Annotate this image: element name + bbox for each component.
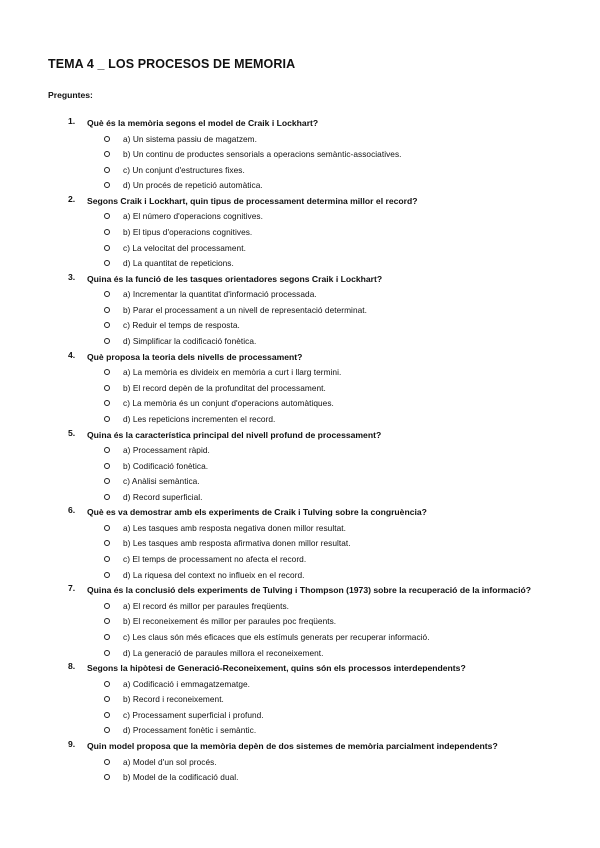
question-text: Segons la hipòtesi de Generació-Reconeixement, quins són els processos interdependents? bbox=[87, 663, 466, 674]
answer-option bbox=[0, 303, 600, 319]
circle-bullet-icon bbox=[104, 338, 110, 344]
option-text: d) Record superficial. bbox=[123, 491, 203, 502]
question-text: Quina és la funció de les tasques orientadores segons Craik i Lockhart? bbox=[87, 273, 383, 284]
question-list bbox=[0, 116, 600, 786]
option-text: b) Record i reconeixement. bbox=[123, 694, 224, 705]
option-text: a) Codificació i emmagatzematge. bbox=[123, 678, 251, 689]
option-text: c) Reduir el temps de resposta. bbox=[123, 320, 240, 331]
circle-bullet-icon bbox=[104, 167, 110, 173]
circle-bullet-icon bbox=[104, 307, 110, 313]
answer-option bbox=[0, 178, 600, 194]
circle-bullet-icon bbox=[104, 400, 110, 406]
question-item bbox=[0, 350, 600, 428]
option-text: a) Processament ràpid. bbox=[123, 445, 210, 455]
circle-bullet-icon bbox=[104, 681, 110, 687]
question-number: 7. bbox=[68, 583, 76, 594]
circle-bullet-icon bbox=[104, 151, 110, 157]
circle-bullet-icon bbox=[104, 385, 110, 391]
option-text: d) Les repeticions incrementen el record. bbox=[123, 413, 276, 424]
option-text: a) El número d'operacions cognitives. bbox=[123, 211, 263, 222]
option-text: b) El tipus d'operacions cognitives. bbox=[123, 226, 253, 237]
answer-option bbox=[0, 163, 600, 179]
option-text: c) Anàlisi semàntica. bbox=[123, 476, 200, 487]
question-item bbox=[0, 116, 600, 194]
question-item bbox=[0, 739, 600, 786]
circle-bullet-icon bbox=[104, 260, 110, 266]
question-number: 4. bbox=[68, 349, 76, 360]
answer-option bbox=[0, 256, 600, 272]
answer-option bbox=[0, 318, 600, 334]
option-text: d) La generació de paraules millora el reconeixement. bbox=[123, 647, 324, 658]
answer-option bbox=[0, 209, 600, 225]
question-item bbox=[0, 194, 600, 272]
option-text: c) Un conjunt d'estructures fixes. bbox=[123, 164, 245, 175]
option-text: d) La quantitat de repeticions. bbox=[123, 258, 234, 269]
answer-option bbox=[0, 412, 600, 428]
circle-bullet-icon bbox=[104, 696, 110, 702]
circle-bullet-icon bbox=[104, 478, 110, 484]
answer-option bbox=[0, 132, 600, 148]
answer-option bbox=[0, 614, 600, 630]
answer-option bbox=[0, 443, 600, 459]
option-text: b) Un continu de productes sensorials a operacions semàntic-associatives. bbox=[123, 149, 402, 160]
circle-bullet-icon bbox=[104, 774, 110, 780]
answer-option bbox=[0, 396, 600, 412]
circle-bullet-icon bbox=[104, 229, 110, 235]
answer-option bbox=[0, 536, 600, 552]
section-label: Preguntes: bbox=[48, 90, 93, 100]
option-text: a) Les tasques amb resposta negativa donen millor resultat. bbox=[123, 522, 346, 533]
circle-bullet-icon bbox=[104, 463, 110, 469]
option-text: b) El reconeixement és millor per paraules poc freqüents. bbox=[123, 616, 337, 627]
answer-option bbox=[0, 755, 600, 771]
answer-option bbox=[0, 225, 600, 241]
answer-option bbox=[0, 770, 600, 786]
option-text: a) Incrementar la quantitat d'informació processada. bbox=[123, 289, 317, 300]
option-text: a) El record és millor per paraules freqüents. bbox=[123, 600, 290, 611]
question-text: Què es va demostrar amb els experiments de Craik i Tulving sobre la congruència? bbox=[87, 507, 427, 518]
question-number: 1. bbox=[68, 116, 76, 126]
circle-bullet-icon bbox=[104, 525, 110, 531]
answer-option bbox=[0, 241, 600, 257]
option-text: a) Model d'un sol procés. bbox=[123, 756, 217, 767]
option-text: c) Processament superficial i profund. bbox=[123, 709, 264, 720]
circle-bullet-icon bbox=[104, 136, 110, 142]
answer-option bbox=[0, 599, 600, 615]
option-text: a) Un sistema passiu de magatzem. bbox=[123, 133, 257, 144]
question-text: Què és la memòria segons el model de Craik i Lockhart? bbox=[87, 118, 319, 128]
option-text: b) Codificació fonètica. bbox=[123, 460, 209, 471]
circle-bullet-icon bbox=[104, 712, 110, 718]
question-number: 9. bbox=[68, 739, 76, 749]
answer-option bbox=[0, 646, 600, 662]
answer-option bbox=[0, 708, 600, 724]
option-text: c) Les claus són més eficaces que els estímuls generats per recuperar informació. bbox=[123, 631, 430, 642]
option-text: b) Les tasques amb resposta afirmativa donen millor resultat. bbox=[123, 538, 351, 549]
circle-bullet-icon bbox=[104, 291, 110, 297]
option-text: b) Parar el processament a un nivell de representació determinat. bbox=[123, 304, 367, 315]
answer-option bbox=[0, 692, 600, 708]
answer-option bbox=[0, 630, 600, 646]
question-text: Quina és la conclusió dels experiments de Tulving i Thompson (1973) sobre la recuperació de la informació? bbox=[87, 585, 531, 596]
option-text: a) La memòria es divideix en memòria a curt i llarg termini. bbox=[123, 367, 342, 378]
answer-option bbox=[0, 287, 600, 303]
circle-bullet-icon bbox=[104, 182, 110, 188]
question-text: Segons Craik i Lockhart, quin tipus de processament determina millor el record? bbox=[87, 195, 418, 206]
answer-option bbox=[0, 552, 600, 568]
option-text: d) Un procés de repetició automàtica. bbox=[123, 180, 263, 191]
circle-bullet-icon bbox=[104, 369, 110, 375]
circle-bullet-icon bbox=[104, 245, 110, 251]
answer-option bbox=[0, 334, 600, 350]
question-item bbox=[0, 505, 600, 583]
answer-option bbox=[0, 365, 600, 381]
answer-option bbox=[0, 459, 600, 475]
answer-option bbox=[0, 381, 600, 397]
circle-bullet-icon bbox=[104, 618, 110, 624]
answer-option bbox=[0, 474, 600, 490]
answer-option bbox=[0, 521, 600, 537]
question-number: 6. bbox=[68, 505, 76, 516]
answer-option bbox=[0, 490, 600, 506]
option-text: b) El record depèn de la profunditat del processament. bbox=[123, 382, 326, 393]
question-number: 8. bbox=[68, 661, 76, 672]
circle-bullet-icon bbox=[104, 540, 110, 546]
question-text: Què proposa la teoria dels nivells de processament? bbox=[87, 351, 303, 362]
option-text: d) Simplificar la codificació fonètica. bbox=[123, 336, 257, 347]
question-item bbox=[0, 428, 600, 506]
circle-bullet-icon bbox=[104, 634, 110, 640]
question-item bbox=[0, 583, 600, 661]
circle-bullet-icon bbox=[104, 572, 110, 578]
question-text: Quina és la característica principal del nivell profund de processament? bbox=[87, 429, 382, 440]
answer-option bbox=[0, 147, 600, 163]
question-number: 2. bbox=[68, 193, 76, 204]
option-text: c) La velocitat del processament. bbox=[123, 242, 246, 253]
circle-bullet-icon bbox=[104, 603, 110, 609]
option-text: d) Processament fonètic i semàntic. bbox=[123, 725, 257, 736]
circle-bullet-icon bbox=[104, 759, 110, 765]
circle-bullet-icon bbox=[104, 322, 110, 328]
answer-option bbox=[0, 677, 600, 693]
circle-bullet-icon bbox=[104, 494, 110, 500]
circle-bullet-icon bbox=[104, 727, 110, 733]
question-number: 5. bbox=[68, 427, 76, 438]
question-item bbox=[0, 661, 600, 739]
option-text: c) La memòria és un conjunt d'operacions automàtiques. bbox=[123, 398, 334, 409]
question-text: Quin model proposa que la memòria depèn de dos sistemes de memòria parcialment independents? bbox=[87, 741, 498, 751]
option-text: d) La riquesa del context no influeix en el record. bbox=[123, 569, 305, 580]
option-text: b) Model de la codificació dual. bbox=[123, 772, 239, 783]
question-number: 3. bbox=[68, 271, 76, 282]
document-title: TEMA 4 _ LOS PROCESOS DE MEMORIA bbox=[48, 57, 296, 71]
circle-bullet-icon bbox=[104, 447, 110, 453]
circle-bullet-icon bbox=[104, 416, 110, 422]
question-item bbox=[0, 272, 600, 350]
answer-option bbox=[0, 568, 600, 584]
answer-option bbox=[0, 723, 600, 739]
circle-bullet-icon bbox=[104, 650, 110, 656]
circle-bullet-icon bbox=[104, 213, 110, 219]
circle-bullet-icon bbox=[104, 556, 110, 562]
option-text: c) El temps de processament no afecta el record. bbox=[123, 554, 307, 565]
